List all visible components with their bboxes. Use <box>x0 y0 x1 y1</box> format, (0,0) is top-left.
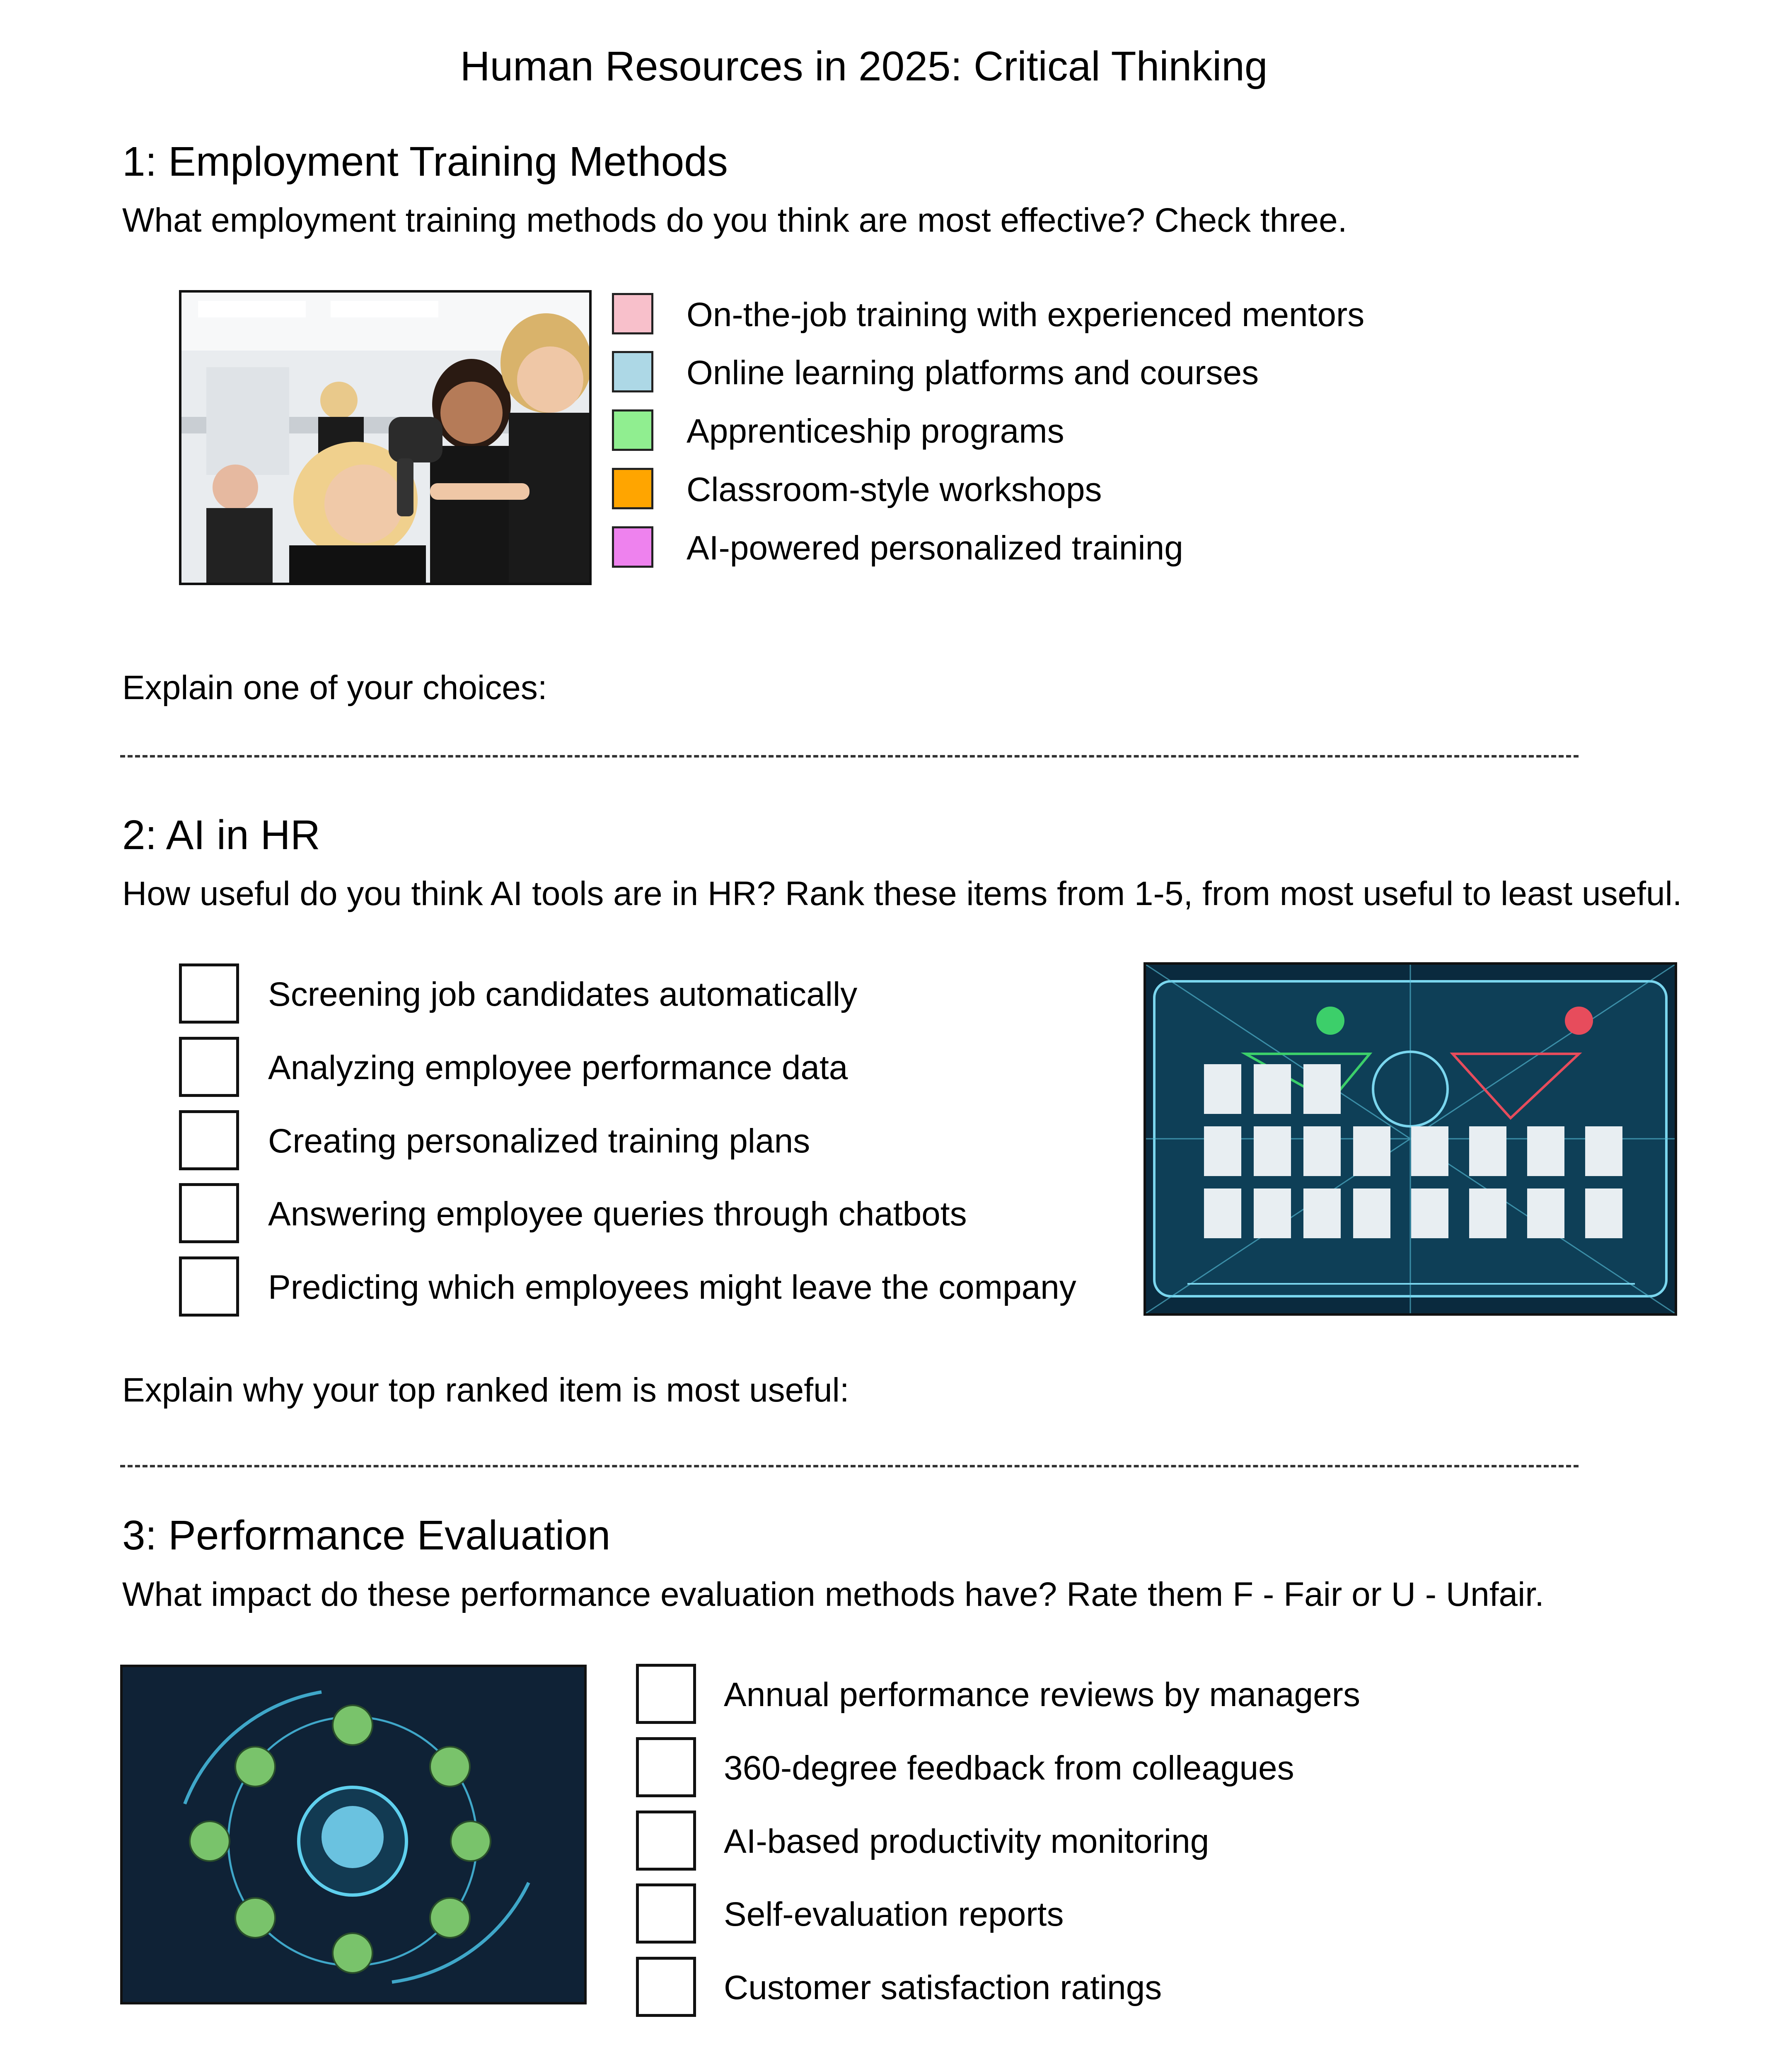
training-option-label: AI-powered personalized training <box>687 529 1183 567</box>
section-1-explain: Explain one of your choices: <box>122 669 547 707</box>
training-option-label: Online learning platforms and courses <box>687 354 1259 392</box>
rank-checkbox[interactable] <box>179 1183 239 1243</box>
training-option-label: On-the-job training with experienced mentors <box>687 296 1365 334</box>
rank-checkbox[interactable] <box>179 1037 239 1097</box>
training-option-label: Classroom-style workshops <box>687 471 1102 508</box>
section-2-explain: Explain why your top ranked item is most useful: <box>122 1371 849 1409</box>
option-color-swatch[interactable] <box>612 351 653 392</box>
rating-checkbox[interactable] <box>636 1883 696 1944</box>
ai-option-label: Creating personalized training plans <box>268 1122 810 1160</box>
rating-checkbox[interactable] <box>636 1957 696 2017</box>
section-3-explain <box>122 2069 547 2072</box>
evaluation-option-label: Annual performance reviews by managers <box>724 1676 1360 1714</box>
section-2-prompt: How useful do you think AI tools are in HR? Rank these items from 1-5, from most useful to least useful. <box>122 875 1682 913</box>
section-1-prompt: What employment training methods do you think are most effective? Check three. <box>122 201 1347 239</box>
evaluation-option-label: Customer satisfaction ratings <box>724 1969 1162 2007</box>
option-color-swatch[interactable] <box>612 468 653 509</box>
section-3-heading: 3: Performance Evaluation <box>122 1512 611 1559</box>
evaluation-option-label: Self-evaluation reports <box>724 1895 1064 1933</box>
answer-line[interactable] <box>120 1465 1579 1467</box>
evaluation-option-label: AI-based productivity monitoring <box>724 1823 1209 1860</box>
answer-line[interactable] <box>120 755 1579 758</box>
option-color-swatch[interactable] <box>612 526 653 568</box>
option-color-swatch[interactable] <box>612 293 653 334</box>
option-color-swatch[interactable] <box>612 409 653 451</box>
rating-checkbox[interactable] <box>636 1664 696 1724</box>
ai-candidate-screening-illustration <box>1144 962 1677 1316</box>
section-2-heading: 2: AI in HR <box>122 812 320 858</box>
rank-checkbox[interactable] <box>179 1110 239 1170</box>
ai-option-label: Analyzing employee performance data <box>268 1049 848 1087</box>
page-title: Human Resources in 2025: Critical Thinking <box>460 43 1268 90</box>
employee-feedback-network-illustration <box>120 1665 587 2004</box>
rank-checkbox[interactable] <box>179 1256 239 1317</box>
training-option-label: Apprenticeship programs <box>687 412 1064 450</box>
evaluation-option-label: 360-degree feedback from colleagues <box>724 1749 1294 1787</box>
ai-option-label: Predicting which employees might leave the company <box>268 1268 1076 1306</box>
rating-checkbox[interactable] <box>636 1737 696 1797</box>
rating-checkbox[interactable] <box>636 1811 696 1871</box>
hair-salon-training-photo <box>179 290 592 585</box>
ai-option-label: Screening job candidates automatically <box>268 975 858 1013</box>
ai-option-label: Answering employee queries through chatbots <box>268 1195 967 1233</box>
section-1-heading: 1: Employment Training Methods <box>122 138 728 185</box>
rank-checkbox[interactable] <box>179 963 239 1024</box>
section-3-prompt: What impact do these performance evaluation methods have? Rate them F - Fair or U - Unfair. <box>122 1576 1544 1613</box>
